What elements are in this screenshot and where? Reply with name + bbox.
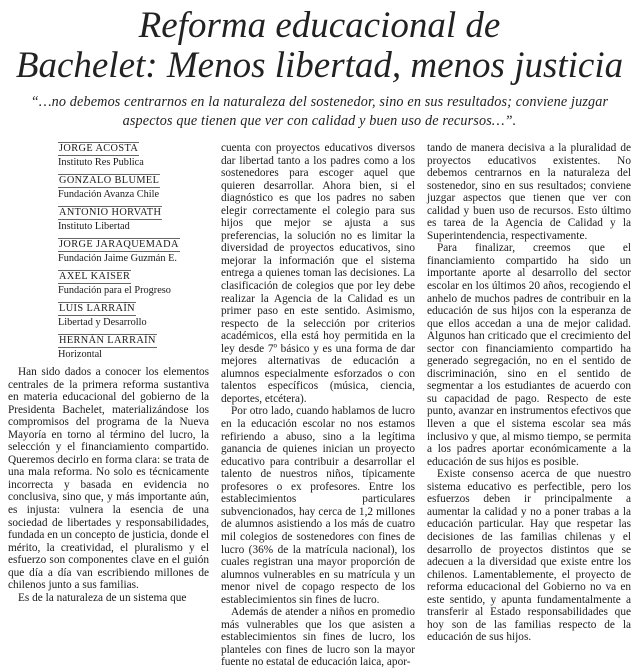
author-entry (58, 174, 209, 201)
author-org: Libertad y Desarrollo (58, 317, 147, 328)
column-1 (8, 142, 209, 604)
author-name: GONZALO BLUMEL (59, 175, 160, 186)
body-paragraph: Es de la naturaleza de un sistema que (18, 591, 187, 604)
author-name: LUIS LARRAÍN (59, 303, 136, 314)
author-list (8, 142, 209, 366)
body-paragraph: cuenta con proyectos educativos diversos dar libertad tanto a los padres como a los sostenedores para escoger aquel que quieren desarrollar. Ahora bien, si el diagnóstico es que los padres no saben elegir correctamente el colegio para sus hijos que mejor se ajusta a sus preferencias, la solución no es limitar la diversidad de proyectos educativos, sino mejorar la información que el sistema entrega a quienes toman las decisiones. La clasificación de colegios que por ley debe realizar la Agencia de la Calidad es un primer paso en este sentido. Asimismo, respecto de la selección por criterios académicos, ella está hoy permitida en la ley desde 7º básico y es una forma de dar mejores alternativas de educación a alumnos especialmente esforzados o con talentos específicos (música, ciencia, deportes, etcétera). (221, 142, 415, 405)
author-entry (58, 206, 209, 233)
author-org: Instituto Libertad (58, 221, 130, 232)
column-3 (427, 142, 631, 644)
author-name: JORGE ACOSTA (59, 143, 139, 154)
author-name: ANTONIO HORVATH (59, 207, 162, 218)
column-2 (221, 142, 415, 669)
author-name: HERNÁN LARRAÍN (59, 335, 156, 346)
pull-quote: “…no debemos centrarnos en la naturaleza del sostenedor, sino en sus resultados; conviene juzgar aspectos que tienen que ver con calidad y buen uso de recursos…”. (30, 94, 609, 129)
headline (0, 6, 639, 86)
body-paragraph: Por otro lado, cuando hablamos de lucro en la educación escolar no nos estamos refiriendo a abuso, sino a la legítima ganancia de quienes inician un proyecto educativo para contribuir a desarrollar el talento de nuestros niños, típicamente profesores o ex profesores. Entre los establecimientos particulares subvencionados, hay cerca de 1,2 millones de alumnos asistiendo a los más de cuatro mil colegios de sostenedores con fines de lucro (36% de la matrícula nacional), los cuales registran una mayor proporción de alumnos vulnerables en su matrícula y un menor nivel de copago respecto de los establecimientos sin fines de lucro. (221, 405, 415, 606)
body-paragraph: Además de atender a niños en promedio más vulnerables que los que asisten a establecimientos sin fines de lucro, los planteles con fines de lucro son la mayor fuente no estatal de educación laica, apor- (221, 606, 415, 669)
author-entry (58, 302, 209, 329)
author-org: Fundación para el Progreso (58, 285, 171, 296)
author-name: AXEL KAISER (59, 271, 131, 282)
author-entry (58, 238, 209, 265)
headline-line-1: Reforma educacional de (138, 5, 501, 46)
author-name: JORGE JARAQUEMADA (59, 239, 179, 250)
author-org: Fundación Jaime Guzmán E. (58, 253, 177, 264)
author-org: Horizontal (58, 349, 103, 360)
author-entry (58, 334, 209, 361)
body-paragraph: Para finalizar, creemos que el financiamiento compartido ha sido un importante aporte al desarrollo del sector escolar en los últimos 20 años, recogiendo el anhelo de muchos padres de contribuir en la educación de sus hijos con la esperanza de que ellos accedan a una de mejor calidad. Algunos han criticado que el crecimiento del sector con financiamiento compartido ha generado segregación, no en el sentido de discriminación, sino en el sentido de segmentar a los estudiantes de acuerdo con su capacidad de pago. Respecto de este punto, avanzar en instrumentos efectivos que lleven a que el sistema escolar sea más inclusivo y que, al mismo tiempo, se permita a los padres aportar económicamente a la educación de sus hijos es posible. (427, 242, 631, 468)
body-paragraph: tando de manera decisiva a la pluralidad de proyectos educativos existentes. No debemos centrarnos en la naturaleza del sostenedor, sino en sus resultados; conviene juzgar aspectos que tienen que ver con calidad y buen uso de recursos. Esto último es tarea de la Agencia de Calidad y la Superintendencia, respectivamente. (427, 142, 631, 242)
headline-line-2: Bachelet: Menos libertad, menos justicia (15, 45, 624, 86)
author-org: Instituto Res Publica (58, 157, 144, 168)
author-entry (58, 270, 209, 297)
author-org: Fundación Avanza Chile (58, 189, 160, 200)
body-paragraph: Existe consenso acerca de que nuestro sistema educativo es perfectible, pero los esfuerzos deben ir principalmente a aumentar la calidad y no a poner trabas a la educación particular. Hay que respetar las decisiones de las familias chilenas y el desarrollo de proyectos distintos que se adecuen a la diversidad que existe entre los chilenos. Lamentablemente, el proyecto de reforma educacional del Gobierno no va en este sentido, y apunta fundamentalmente a transferir al Estado responsabilidades que hoy son de las familias respecto de la educación de sus hijos. (427, 468, 631, 644)
body-paragraph: Han sido dados a conocer los elementos centrales de la primera reforma sustantiva en materia educacional del gobierno de la Presidenta Bachelet, materializándose los compromisos del programa de la Nueva Mayoría en torno al término del lucro, la selección y el financiamiento compartido. Queremos decirlo en forma clara: se trata de una mala reforma. No solo es técnicamente incorrecta y basada en evidencia no conclusiva, sino que, y más importante aún, es injusta: vulnera la esencia de una sociedad de libertades y responsabilidades, fundada en un concepto de justicia, donde el mérito, la creatividad, el pluralismo y el esfuerzo son componentes clave en el guión que día a día van escribiendo millones de chilenos junto a sus familias. (8, 366, 209, 592)
author-entry (58, 142, 209, 169)
